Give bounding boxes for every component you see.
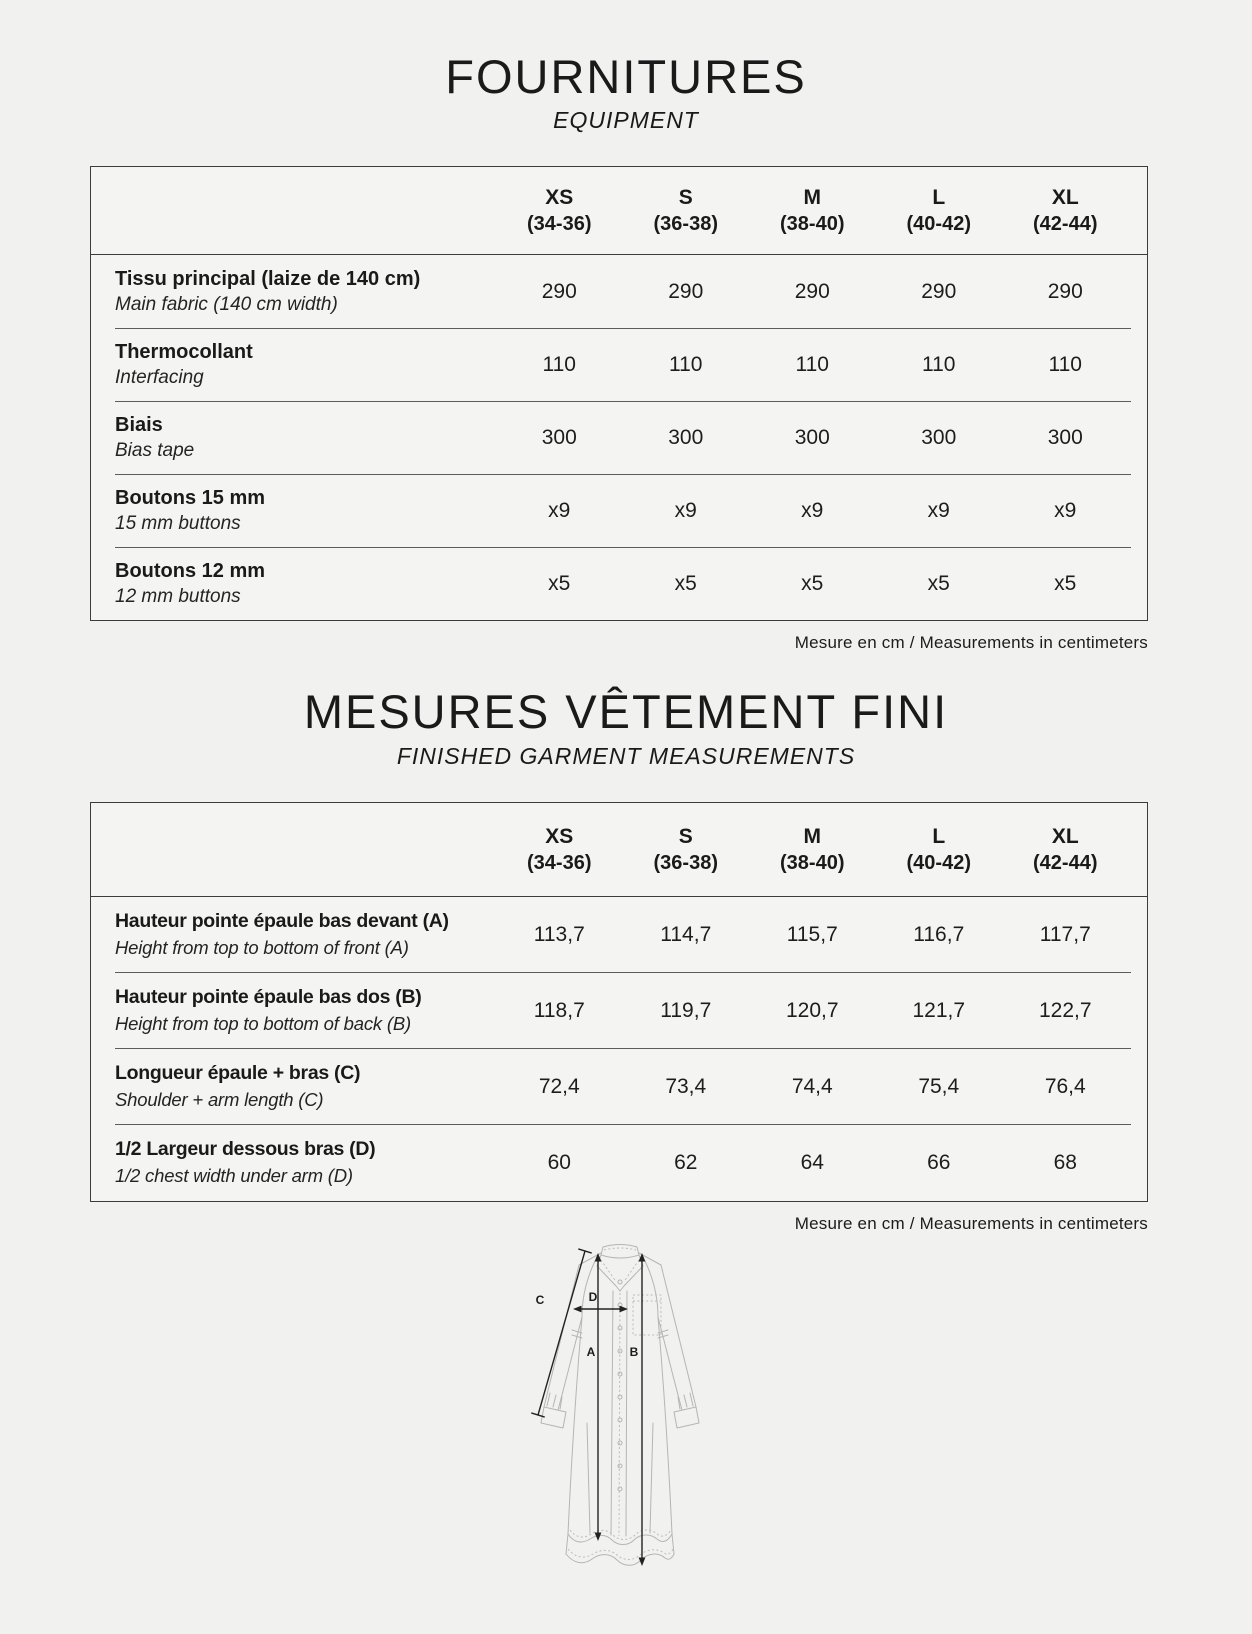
row-label-fr: 1/2 Largeur dessous bras (D) [115,1138,376,1161]
row-label-fr: Tissu principal (laize de 140 cm) [115,268,421,290]
cell-value: 300 [794,425,830,449]
cell-value: 290 [1047,279,1083,303]
measure-label-c: C [535,1292,545,1307]
cell-value: 300 [668,425,704,449]
size-range: (38-40) [780,851,845,874]
size-range: (38-40) [780,213,845,236]
cell-value: 60 [547,1150,571,1174]
measure-label-d: D [588,1289,598,1304]
size-label: M [803,186,821,210]
row-label-fr: Longueur épaule + bras (C) [115,1062,361,1085]
cell-value: x9 [927,498,950,522]
cell-value: 76,4 [1044,1074,1086,1098]
cell-value: 290 [794,279,830,303]
size-header-xl [1002,184,1129,237]
cell-value: 290 [921,279,957,303]
size-header-l [876,823,1003,876]
cell-value: 110 [1048,352,1082,376]
cell-value: 119,7 [660,998,712,1022]
cell-value: 116,7 [913,922,965,946]
row-label-fr: Hauteur pointe épaule bas devant (A) [115,910,449,933]
table-row-interfacing [91,328,1147,401]
cell-value: x9 [548,498,571,522]
cell-value: 110 [922,352,956,376]
size-label: XL [1051,824,1079,848]
row-label [91,1137,496,1187]
cell-value: 110 [542,352,576,376]
section1-subtitle: EQUIPMENT [553,107,699,134]
cell-value: 75,4 [918,1074,960,1098]
sewing-pattern-page [0,52,1252,1602]
row-label-en: Height from top to bottom of back (B) [115,1012,411,1034]
cell-value: 73,4 [665,1074,707,1098]
row-label [91,558,496,610]
cell-value: 64 [800,1150,824,1174]
cell-value: x9 [801,498,824,522]
cell-value: x9 [674,498,697,522]
section2-subtitle: FINISHED GARMENT MEASUREMENTS [396,742,856,769]
cell-value: 121,7 [912,998,966,1022]
row-label [91,1061,496,1111]
cell-value: x5 [927,571,950,595]
row-label [91,485,496,537]
table-row-main-fabric [91,255,1147,328]
size-label: XS [545,186,574,210]
cell-value: x5 [674,571,697,595]
row-label-fr: Boutons 12 mm [115,560,266,582]
size-range: (42-44) [1033,213,1098,236]
units-note-measurements: Mesure en cm / Measurements in centimeters [794,1213,1148,1233]
measurements-table [90,802,1148,1202]
equipment-table [90,166,1148,621]
cell-value: x5 [548,571,571,595]
size-header-s [623,823,750,876]
table-row-shoulder-arm-length [91,1049,1147,1125]
cell-value: 300 [1047,425,1083,449]
garment-diagram [0,1238,1252,1602]
cell-value: 300 [921,425,957,449]
row-label-en: 15 mm buttons [115,513,241,534]
row-label-en: Height from top to bottom of front (A) [115,936,409,958]
size-label: L [932,824,946,848]
size-range: (34-36) [527,213,592,236]
size-range: (40-42) [906,213,971,236]
cell-value: x5 [801,571,824,595]
size-header-l [876,184,1003,237]
row-label-fr: Boutons 15 mm [115,487,266,509]
row-label-en: Interfacing [115,367,204,388]
table-row-buttons-15mm [91,474,1147,547]
size-range: (36-38) [653,851,718,874]
size-header-xl [1002,823,1129,876]
size-range: (40-42) [906,851,971,874]
size-header-m [749,823,876,876]
row-label-en: Bias tape [115,440,195,461]
cell-value: 110 [795,352,829,376]
row-label-en: 1/2 chest width under arm (D) [115,1164,353,1186]
row-label-en: Main fabric (140 cm width) [115,294,338,315]
cell-value: 122,7 [1038,998,1092,1022]
size-header-s [623,184,750,237]
section2-title: MESURES VÊTEMENT FINI [303,685,949,739]
section1-title: FOURNITURES [445,50,807,103]
row-label [91,985,496,1035]
cell-value: 110 [669,352,703,376]
size-header-xs [496,823,623,876]
size-label: S [678,186,693,210]
size-label: S [678,824,693,848]
size-label: L [932,186,946,210]
cell-value: 74,4 [791,1074,833,1098]
cell-value: 290 [668,279,704,303]
size-range: (42-44) [1033,851,1098,874]
row-label-en: 12 mm buttons [115,586,241,607]
row-label [91,412,496,464]
cell-value: 115,7 [786,922,838,946]
row-label [91,266,496,318]
cell-value: 290 [541,279,577,303]
cell-value: 118,7 [533,998,585,1022]
measure-label-a: A [586,1344,596,1359]
size-label: XL [1051,186,1079,210]
measure-label-b: B [629,1344,639,1359]
size-header-xs [496,184,623,237]
cell-value: 72,4 [538,1074,580,1098]
table-row-half-chest-width [91,1125,1147,1201]
cell-value: 113,7 [533,922,585,946]
size-range: (34-36) [527,851,592,874]
table-row-buttons-12mm [91,547,1147,620]
shirt-dress-technical-drawing [500,1238,740,1598]
cell-value: x5 [1054,571,1077,595]
size-label: XS [545,824,574,848]
table-row-bias-tape [91,401,1147,474]
cell-value: 120,7 [785,998,839,1022]
cell-value: 117,7 [1039,922,1091,946]
cell-value: 66 [927,1150,951,1174]
row-label-fr: Thermocollant [115,341,253,363]
row-label-en: Shoulder + arm length (C) [115,1088,324,1110]
size-label: M [803,824,821,848]
cell-value: 68 [1053,1150,1077,1174]
row-label-fr: Hauteur pointe épaule bas dos (B) [115,986,422,1009]
cell-value: 300 [541,425,577,449]
measurements-table-header-row [91,803,1147,897]
size-range: (36-38) [653,213,718,236]
row-label [91,909,496,959]
cell-value: 114,7 [660,922,712,946]
row-label [91,339,496,391]
size-header-m [749,184,876,237]
cell-value: x9 [1054,498,1077,522]
table-row-front-height [91,897,1147,973]
cell-value: 62 [674,1150,698,1174]
units-note-equipment: Mesure en cm / Measurements in centimeters [794,633,1148,653]
row-label-fr: Biais [115,414,163,436]
table-row-back-height [91,973,1147,1049]
equipment-table-header-row [91,167,1147,255]
